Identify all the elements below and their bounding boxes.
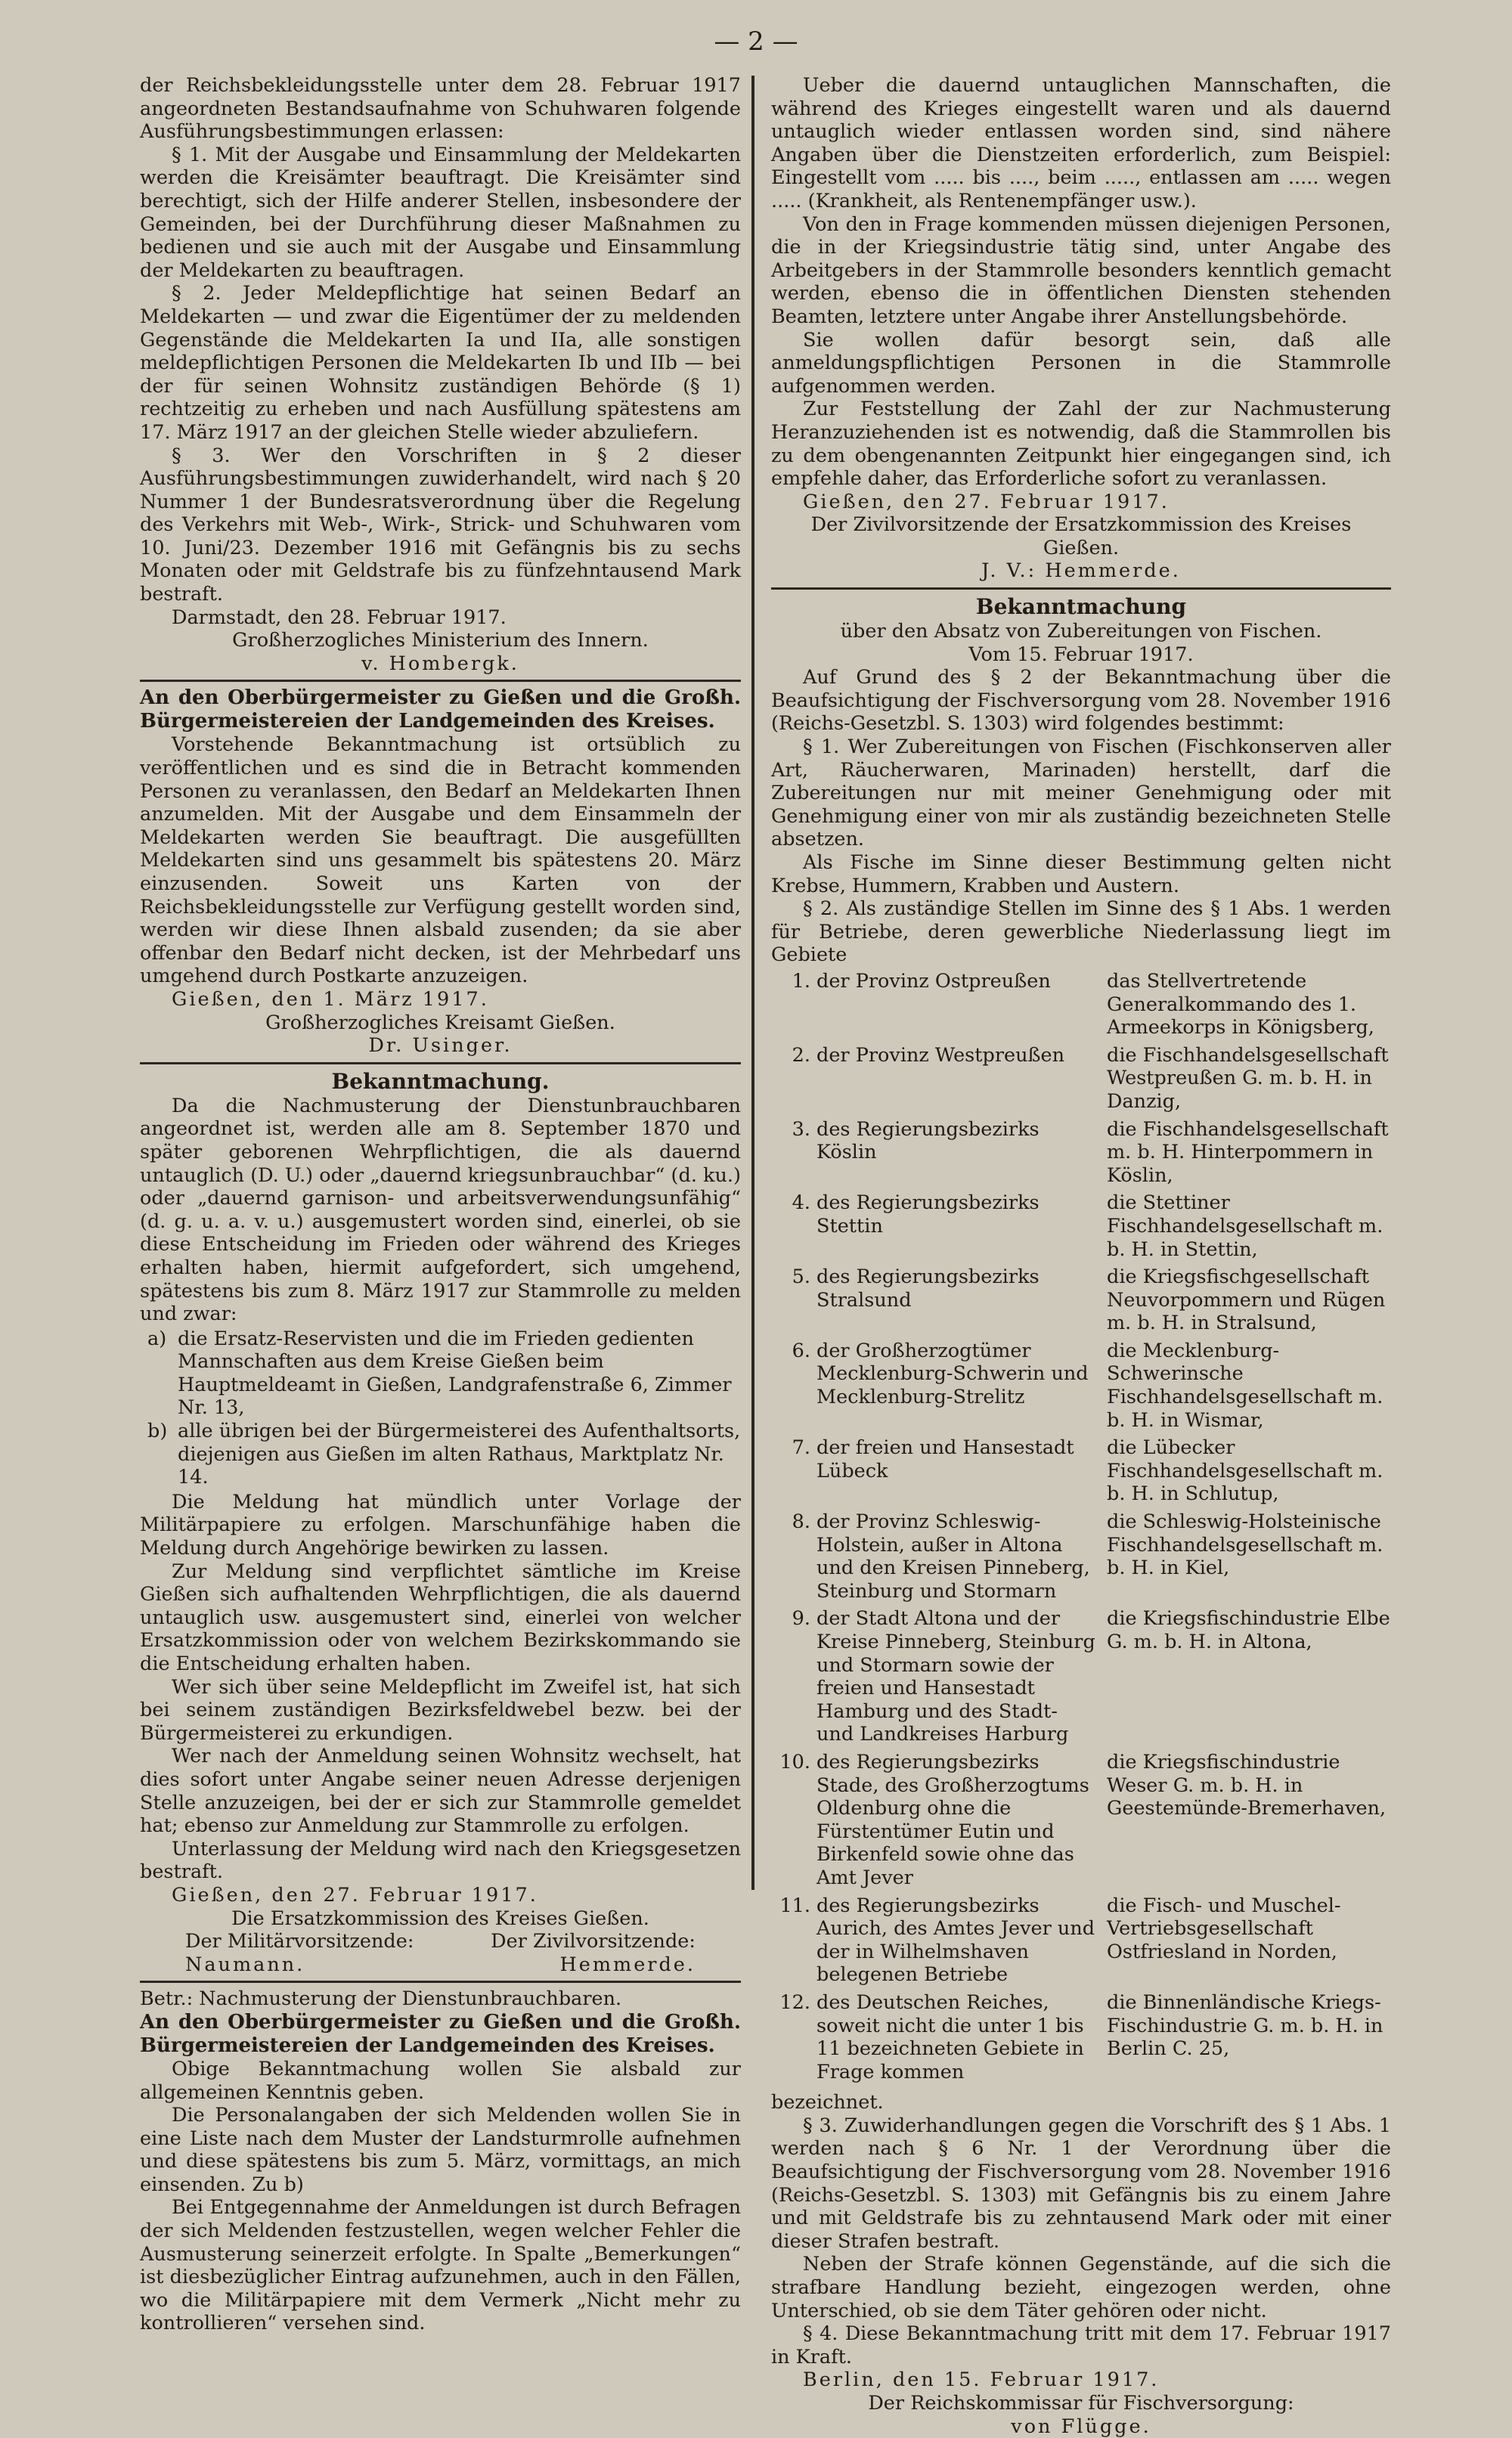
- signature: von Flügge.: [1011, 2415, 1151, 2438]
- right-column: [771, 74, 1391, 2438]
- paragraph: Die Meldung hat mündlich unter Vorlage der Militärpapiere zu erfolgen. Marschunfähige haben die Meldung durch Angehörige bewirken zu lassen.: [140, 1490, 741, 1560]
- section-rule: [771, 587, 1391, 590]
- table-row: [771, 1436, 1391, 1510]
- paragraph: § 2. Als zuständige Stellen im Sinne des § 1 Abs. 1 werden für Betriebe, deren gewerbliche Niederlassung liegt im Gebiete: [771, 897, 1391, 967]
- table-row: [771, 1607, 1391, 1751]
- item-number: 7.: [792, 1436, 810, 1460]
- table-row: [771, 1991, 1391, 2088]
- table-row: [771, 1751, 1391, 1894]
- left-column: [140, 74, 741, 2335]
- signature-row: [140, 1930, 741, 1953]
- page-number: — 2 —: [714, 26, 798, 57]
- paragraph: Ueber die dauernd untauglichen Mannschaften, die während des Krieges eingestellt waren und als dauernd untauglich wieder entlassen worden sind, sind nähere Angaben über die Dienstzeiten erforderlich, zum Beispiel: Eingestellt vom ..... bis ...., beim ....., entlassen am ..... wegen ..... (Krankheit, als Rentenempfänger usw.).: [771, 74, 1391, 212]
- item-number: 4.: [792, 1191, 810, 1215]
- paragraph: § 1. Wer Zubereitungen von Fischen (Fischkonserven aller Art, Räucherwaren, Marinaden) herstellt, darf die Zubereitungen nur mit meiner Genehmigung oder mit Genehmigung einer von mir als zuständig bezeichneten Stelle absetzen.: [771, 736, 1391, 851]
- authority-cell: die Fisch- und Muschel-Vertriebsgesellschaft Ostfriesland in Norden,: [1107, 1894, 1341, 1963]
- item-number: 2.: [792, 1043, 810, 1067]
- paragraph: Wer sich über seine Meldepflicht im Zweifel ist, hat sich bei seinem zuständigen Bezirksfeldwebel bezw. bei der Bürgermeisterei zu erkundigen.: [140, 1675, 741, 1745]
- table-row: [771, 1118, 1391, 1192]
- date-line: Berlin, den 15. Februar 1917.: [803, 2368, 1160, 2392]
- issuer: Der Reichskommissar für Fischversorgung:: [868, 2392, 1294, 2415]
- authority-table: [771, 970, 1391, 2088]
- item-number: 3.: [792, 1117, 810, 1141]
- region-cell: der Provinz Westpreußen: [816, 1043, 1065, 1067]
- paragraph: Obige Bekanntmachung wollen Sie alsbald zur allgemeinen Kenntnis geben.: [140, 2057, 741, 2104]
- table-row: [771, 1340, 1391, 1436]
- paragraph: Vorstehende Bekanntmachung ist ortsüblich zu veröffentlichen und es sind die in Betracht kommenden Personen zu veranlassen, den Bedarf an Meldekarten Ihnen anzumelden. Mit der Ausgabe und dem Einsammeln der Meldekarten werden Sie beauftragt. Die ausgefüllten Meldekarten sind uns gesammelt bis spätestens 20. März einzusenden. Soweit uns Karten von der Reichsbekleidungsstelle zur Verfügung gestellt worden sind, werden wir diese Ihnen alsbald zusenden; da sie aber offenbar den Bedarf nicht decken, ist der Mehrbedarf uns umgehend durch Postkarte anzuzeigen.: [140, 733, 741, 988]
- paragraph: Von den in Frage kommenden müssen diejenigen Personen, die in der Kriegsindustrie tätig sind, unter Angabe des Arbeitgebers in der Stammrolle besonders kenntlich gemacht werden, ebenso die in öffentlichen Diensten stehenden Beamten, letztere unter Angabe ihrer Anstellungsbehörde.: [771, 212, 1391, 328]
- section-rule: [140, 680, 741, 682]
- paragraph: Unterlassung der Meldung wird nach den Kriegsgesetzen bestraft.: [140, 1837, 741, 1884]
- region-cell: des Regierungsbezirks Stettin: [816, 1191, 1040, 1238]
- section-rule: [140, 1981, 741, 1983]
- signature: Hemmerde.: [559, 1953, 696, 1976]
- paragraph: § 4. Diese Bekanntmachung tritt mit dem 17. Februar 1917 in Kraft.: [771, 2322, 1391, 2368]
- date-line: Gießen, den 1. März 1917.: [172, 987, 489, 1011]
- signature-title: Der Zivilvorsitzende:: [491, 1930, 696, 1953]
- paragraph: § 3. Zuwiderhandlungen gegen die Vorschrift des § 1 Abs. 1 werden nach § 6 Nr. 1 der Verordnung über die Beaufsichtigung der Fischversorgung vom 28. November 1916 (Reichs-Gesetzbl. S. 1303) mit Gefängnis bis zu einem Jahre und mit Geldstrafe bis zu zehntausend Mark oder mit einer dieser Strafen bestraft.: [771, 2114, 1391, 2253]
- paragraph: Zur Meldung sind verpflichtet sämtliche im Kreise Gießen sich aufhaltenden Wehrpflichtigen, die als dauernd untauglich usw. ausgemustert sind, einerlei von welcher Ersatzkommission oder von welchem Bezirkskommando sie die Entscheidung erhalten haben.: [140, 1560, 741, 1675]
- table-row: [771, 1510, 1391, 1607]
- paragraph: § 2. Jeder Meldepflichtige hat seinen Bedarf an Meldekarten — und zwar die Eigentümer der zu meldenden Gegenstände die Meldekarten Ia und IIa, alle sonstigen meldepflichtigen Personen die Meldekarten Ib und IIb — bei der für seinen Wohnsitz zuständigen Behörde (§ 1) rechtzeitig zu erheben und nach Ausfüllung spätestens am 17. März 1917 an der gleichen Stelle wieder abzuliefern.: [140, 282, 741, 444]
- authority-cell: die Binnenländische Kriegs-Fischindustrie G. m. b. H. in Berlin C. 25,: [1107, 1990, 1383, 2061]
- region-cell: der Provinz Ostpreußen: [816, 969, 1051, 993]
- region-cell: des Regierungsbezirks Köslin: [816, 1117, 1040, 1164]
- paragraph: Bei Entgegennahme der Anmeldungen ist durch Befragen der sich Meldenden festzustellen, wegen welcher Fehler die Ausmusterung seinerzeit erfolgte. In Spalte „Bemerkungen“ ist diesbezüglicher Eintrag aufzunehmen, auch in den Fällen, wo die Militärpapiere mit dem Vermerk „Nicht mehr zu kontrollieren“ versehen sind.: [140, 2196, 741, 2335]
- authority-cell: die Stettiner Fischhandelsgesellschaft m. b. H. in Stettin,: [1107, 1191, 1383, 1261]
- region-cell: des Regierungsbezirks Stade, des Großherzogtums Oldenburg ohne die Fürstentümer Eutin und Birkenfeld sowie ohne das Amt Jever: [816, 1750, 1089, 1889]
- list-item: [147, 1327, 741, 1420]
- region-cell: der Großherzogtümer Mecklenburg-Schwerin und Mecklenburg-Strelitz: [816, 1339, 1089, 1409]
- table-row: [771, 1894, 1391, 1991]
- paragraph: Sie wollen dafür besorgt sein, daß alle anmeldungspflichtigen Personen in die Stammrolle aufgenommen werden.: [771, 328, 1391, 398]
- column-divider: [751, 76, 754, 1890]
- item-number: 1.: [792, 969, 810, 993]
- notice-title: Bekanntmachung.: [331, 1068, 550, 1094]
- section-heading: An den Oberbürgermeister zu Gießen und die Großh. Bürgermeistereien der Landgemeinden des Kreises.: [140, 686, 741, 733]
- notice-date: Vom 15. Februar 1917.: [968, 643, 1194, 666]
- authority-cell: die Kriegsfischindustrie Elbe G. m. b. H. in Altona,: [1107, 1607, 1390, 1653]
- signature-row: [140, 1953, 741, 1977]
- authority-cell: die Mecklenburg-Schwerinsche Fischhandelsgesellschaft m. b. H. in Wismar,: [1107, 1339, 1383, 1432]
- authority-cell: die Schleswig-Holsteinische Fischhandelsgesellschaft m. b. H. in Kiel,: [1107, 1510, 1383, 1580]
- item-number: 5.: [792, 1265, 810, 1289]
- region-cell: der Provinz Schleswig-Holstein, außer in Altona und den Kreisen Pinneberg, Steinburg und Stormarn: [816, 1510, 1090, 1603]
- paragraph: Die Personalangaben der sich Meldenden wollen Sie in eine Liste nach dem Muster der Landsturmrolle aufnehmen und diese spätestens bis zum 5. März, vormittags, an mich einsenden. Zu b): [140, 2104, 741, 2196]
- item-number: 9.: [792, 1607, 810, 1631]
- section-rule: [140, 1062, 741, 1064]
- region-cell: der Stadt Altona und der Kreise Pinneberg, Steinburg und Stormarn sowie der freien und Hansestadt Hamburg und des Stadt- und Landkreises Harburg: [816, 1607, 1095, 1746]
- issuer: Großherzogliches Kreisamt Gießen.: [265, 1011, 615, 1034]
- authority-cell: die Kriegsfischgesellschaft Neuvorpommern und Rügen m. b. H. in Stralsund,: [1107, 1265, 1386, 1335]
- authority-cell: das Stellvertretende Generalkommando des 1. Armeekorps in Königsberg,: [1107, 969, 1374, 1039]
- signature: Naumann.: [185, 1953, 305, 1976]
- item-number: 11.: [779, 1894, 810, 1917]
- paragraph: Zur Feststellung der Zahl der zur Nachmusterung Heranzuziehenden ist es notwendig, daß die Stammrollen bis zu dem obengenannten Zeitpunkt hier eingegangen sind, ich empfehle daher, das Erforderliche sofort zu veranlassen.: [771, 398, 1391, 491]
- section-heading: An den Oberbürgermeister zu Gießen und die Großh. Bürgermeistereien der Landgemeinden des Kreises.: [140, 2010, 741, 2057]
- signature-title: Der Militärvorsitzende:: [185, 1930, 414, 1953]
- region-cell: des Regierungsbezirks Aurich, des Amtes Jever und der in Wilhelmshaven belegenen Betriebe: [816, 1894, 1095, 1987]
- paragraph: Da die Nachmusterung der Dienstunbrauchbaren angeordnet ist, werden alle am 8. September 1870 und später geborenen Wehrpflichtigen, die als dauernd untauglich (D. U.) oder „dauernd kriegsunbrauchbar“ (d. ku.) oder „dauernd garnison- und arbeitsverwendungsunfähig“ (d. g. u. a. v. u.) ausgemustert worden sind, einerlei, ob sie diese Entscheidung im Frieden oder während des Krieges erhalten haben, hiermit aufgefordert, sich umgehend, spätestens bis zum 8. März 1917 zur Stammrolle zu melden und zwar:: [140, 1094, 741, 1326]
- list-text: die Ersatz-Reservisten und die im Frieden gedienten Mannschaften aus dem Kreise Gießen beim Hauptmeldeamt in Gießen, Landgrafenstraße 6, Zimmer Nr. 13,: [178, 1327, 732, 1420]
- paragraph: § 3. Wer den Vorschriften in § 2 dieser Ausführungsbestimmungen zuwiderhandelt, wird nach § 20 Nummer 1 der Bundesratsverordnung über die Regelung des Verkehrs mit Web-, Wirk-, Strick- und Schuhwaren vom 10. Juni/23. Dezember 1916 mit Gefängnis bis zu sechs Monaten oder mit Geldstrafe bis zu fünfzehntausend Mark bestraft.: [140, 444, 741, 606]
- authority-cell: die Fischhandelsgesellschaft m. b. H. Hinterpommern in Köslin,: [1107, 1117, 1389, 1187]
- table-row: [771, 1265, 1391, 1340]
- item-number: 8.: [792, 1510, 810, 1534]
- signature: J. V.: Hemmerde.: [981, 559, 1181, 583]
- authority-cell: die Lübecker Fischhandelsgesellschaft m. b. H. in Schlutup,: [1107, 1436, 1383, 1506]
- notice-subtitle: über den Absatz von Zubereitungen von Fischen.: [840, 620, 1322, 643]
- list-text: alle übrigen bei der Bürgermeisterei des Aufenthaltsorts, diejenigen aus Gießen im alten Rathaus, Marktplatz Nr. 14.: [178, 1420, 741, 1489]
- notice-title: Bekanntmachung: [975, 594, 1187, 620]
- paragraph: Neben der Strafe können Gegenstände, auf die sich die strafbare Handlung bezieht, eingezogen werden, ohne Unterschied, ob sie dem Täter gehören oder nicht.: [771, 2253, 1391, 2322]
- item-number: 10.: [779, 1750, 810, 1774]
- table-row: [771, 1191, 1391, 1265]
- item-list: [147, 1327, 741, 1489]
- paragraph: der Reichsbekleidungsstelle unter dem 28. Februar 1917 angeordneten Bestandsaufnahme von Schuhwaren folgende Ausführungsbestimmungen erlassen:: [140, 74, 741, 144]
- list-label: a): [147, 1327, 167, 1350]
- paragraph: bezeichnet.: [771, 2091, 884, 2114]
- table-row: [771, 970, 1391, 1044]
- paragraph: Wer nach der Anmeldung seinen Wohnsitz wechselt, hat dies sofort unter Angabe seiner neuen Adresse derjenigen Stelle anzuzeigen, bei der er sich zur Stammrolle gemeldet hat; ebenso zur Anmeldung zur Stammrolle zu erfolgen.: [140, 1745, 741, 1838]
- authority-table-body: [771, 970, 1391, 2088]
- date-line: Darmstadt, den 28. Februar 1917.: [172, 606, 507, 629]
- signature: Dr. Usinger.: [368, 1034, 513, 1058]
- issuer: Die Ersatzkommission des Kreises Gießen.: [231, 1907, 649, 1930]
- item-number: 12.: [779, 1990, 810, 2014]
- issuer: Der Zivilvorsitzende der Ersatzkommission des Kreises Gießen.: [810, 513, 1352, 559]
- date-line: Gießen, den 27. Februar 1917.: [803, 490, 1170, 513]
- list-label: b): [147, 1420, 168, 1443]
- authority-cell: die Kriegsfischindustrie Weser G. m. b. H. in Geestemünde-Bremerhaven,: [1107, 1750, 1387, 1820]
- issuer: Großherzogliches Ministerium des Innern.: [232, 629, 649, 652]
- region-cell: der freien und Hansestadt Lübeck: [816, 1436, 1074, 1482]
- authority-cell: die Fischhandelsgesellschaft Westpreußen G. m. b. H. in Danzig,: [1107, 1043, 1389, 1113]
- table-row: [771, 1044, 1391, 1118]
- region-cell: des Regierungsbezirks Stralsund: [816, 1265, 1040, 1312]
- subject-line: Betr.: Nachmusterung der Dienstunbrauchbaren.: [140, 1987, 622, 2011]
- list-item: [147, 1420, 741, 1489]
- paragraph: § 1. Mit der Ausgabe und Einsammlung der Meldekarten werden die Kreisämter beauftragt. Die Kreisämter sind berechtigt, sich der Hilfe anderer Stellen, insbesondere der Gemeinden, bei der Durchführung dieser Maßnahmen zu bedienen und sie auch mit der Ausgabe und Einsammlung der Meldekarten zu beauftragen.: [140, 143, 741, 282]
- paragraph: Als Fische im Sinne dieser Bestimmung gelten nicht Krebse, Hummern, Krabben und Austern.: [771, 851, 1391, 897]
- paragraph: Auf Grund des § 2 der Bekanntmachung über die Beaufsichtigung der Fischversorgung vom 28. November 1916 (Reichs-Gesetzbl. S. 1303) wird folgendes bestimmt:: [771, 666, 1391, 736]
- item-number: 6.: [792, 1339, 810, 1362]
- signature: v. Hombergk.: [361, 652, 519, 675]
- region-cell: des Deutschen Reiches, soweit nicht die unter 1 bis 11 bezeichneten Gebiete in Frage kommen: [816, 1990, 1084, 2083]
- date-line: Gießen, den 27. Februar 1917.: [172, 1883, 538, 1907]
